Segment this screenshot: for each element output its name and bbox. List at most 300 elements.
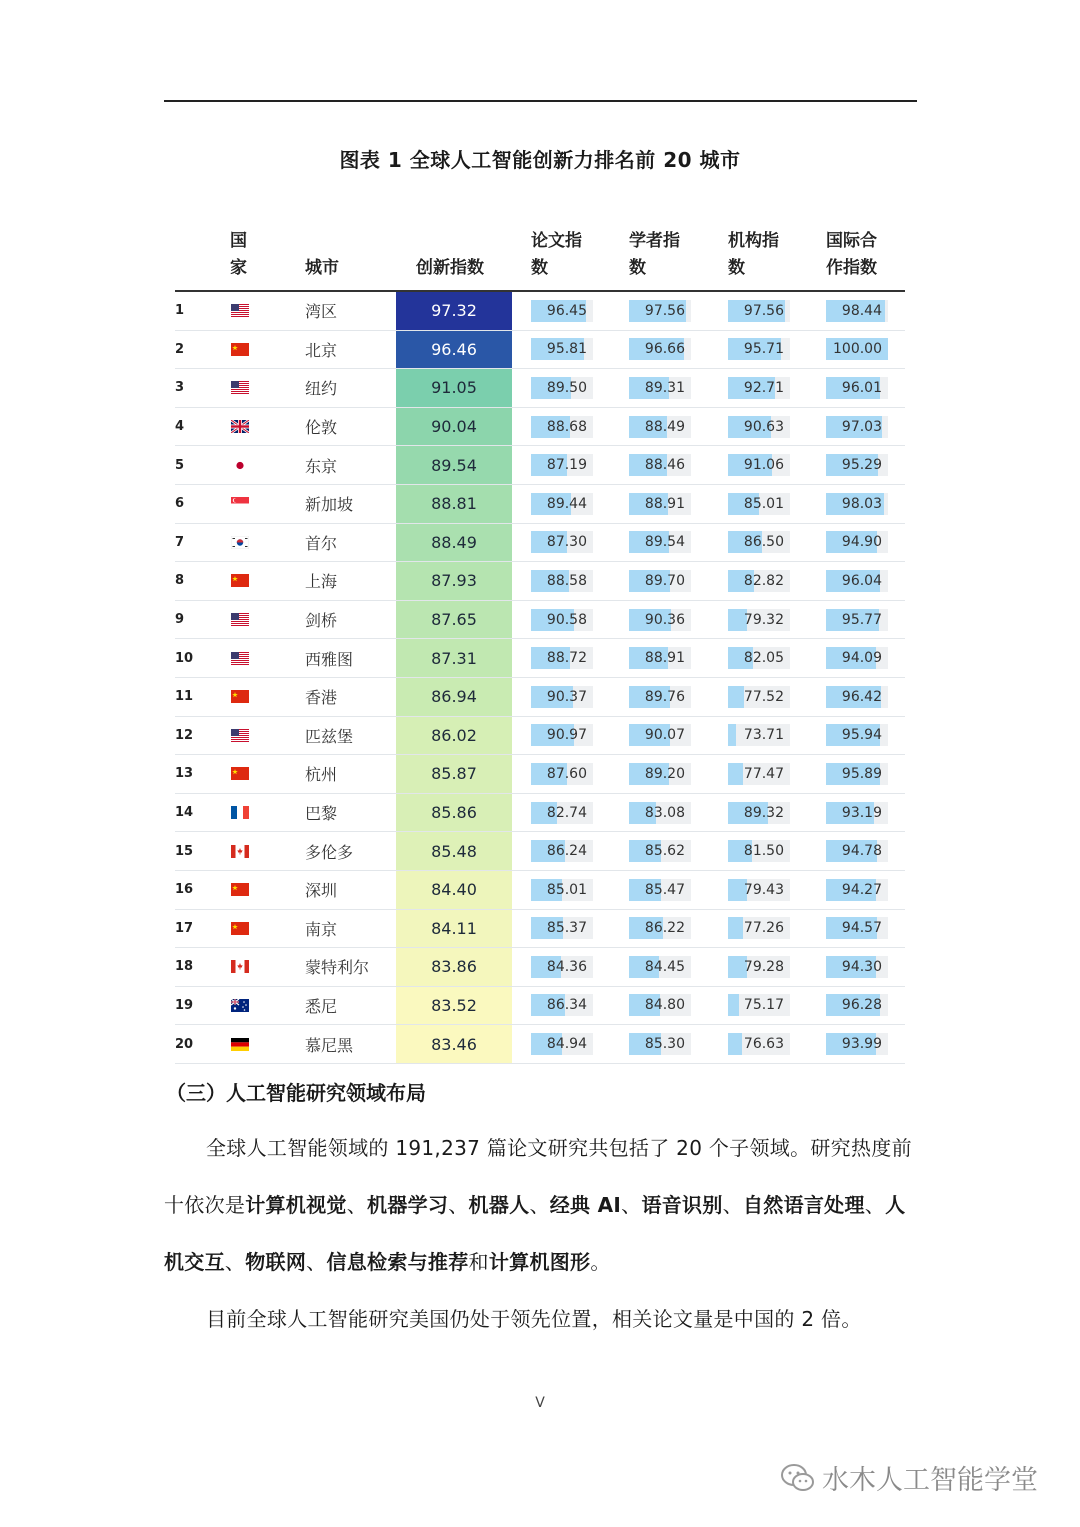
bar-value: 94.78 bbox=[841, 843, 882, 860]
bar-track bbox=[826, 454, 888, 476]
scholar-index-bar bbox=[629, 446, 691, 484]
bar-value: 92.71 bbox=[743, 379, 784, 396]
intl-index-bar bbox=[826, 408, 888, 446]
japan-flag-icon bbox=[230, 446, 250, 484]
institution-index-bar bbox=[728, 369, 790, 407]
bar-track bbox=[728, 416, 790, 438]
watermark bbox=[780, 1458, 1038, 1497]
bar-track bbox=[826, 879, 888, 901]
bar-value: 85.01 bbox=[743, 495, 784, 512]
institution-index-bar bbox=[728, 331, 790, 369]
bar-value: 87.19 bbox=[546, 457, 587, 474]
innovation-index-cell: 84.40 bbox=[396, 871, 512, 909]
us-flag-icon bbox=[230, 639, 250, 677]
city-cell: 东京 bbox=[305, 456, 338, 476]
bar-track bbox=[728, 917, 790, 939]
bar-value: 97.56 bbox=[743, 302, 784, 319]
bar-track bbox=[629, 1033, 691, 1055]
bar-track bbox=[531, 377, 593, 399]
institution-index-bar bbox=[728, 794, 790, 832]
bar-track bbox=[629, 956, 691, 978]
table-body bbox=[175, 292, 905, 1064]
intl-index-bar bbox=[826, 485, 888, 523]
header-paper: 论文指 数 bbox=[531, 231, 582, 278]
table-row bbox=[175, 524, 905, 563]
paper-index-bar bbox=[531, 408, 593, 446]
bar-value: 88.46 bbox=[644, 457, 685, 474]
bar-value: 88.68 bbox=[546, 418, 587, 435]
scholar-index-bar bbox=[629, 369, 691, 407]
rank-cell: 13 bbox=[175, 766, 194, 782]
rank-cell: 9 bbox=[175, 612, 185, 628]
korea-flag-icon bbox=[230, 524, 250, 562]
city-cell: 北京 bbox=[305, 340, 338, 360]
city-cell: 南京 bbox=[305, 919, 338, 939]
bar-track bbox=[826, 300, 888, 322]
innovation-index-cell: 88.49 bbox=[396, 524, 512, 562]
bar-value: 90.63 bbox=[743, 418, 784, 435]
bar-value: 96.45 bbox=[546, 302, 587, 319]
table-row bbox=[175, 639, 905, 678]
bar-value: 75.17 bbox=[743, 997, 784, 1014]
paragraph-text: 、 bbox=[529, 1193, 550, 1217]
paper-index-bar bbox=[531, 987, 593, 1025]
table-row bbox=[175, 948, 905, 987]
paper-index-bar bbox=[531, 292, 593, 330]
innovation-index-cell: 91.05 bbox=[396, 369, 512, 407]
institution-index-bar bbox=[728, 485, 790, 523]
ranking-table bbox=[175, 222, 905, 1064]
singapore-flag-icon bbox=[230, 485, 250, 523]
innovation-index-cell: 84.11 bbox=[396, 910, 512, 948]
bar-track bbox=[629, 300, 691, 322]
paragraph-text: 、 bbox=[448, 1193, 469, 1217]
institution-index-bar bbox=[728, 871, 790, 909]
bar-value: 95.71 bbox=[743, 341, 784, 358]
paragraph-text: 。 bbox=[590, 1250, 611, 1274]
intl-index-bar bbox=[826, 910, 888, 948]
table-row bbox=[175, 832, 905, 871]
bar-value: 94.30 bbox=[841, 958, 882, 975]
bar-value: 89.31 bbox=[644, 379, 685, 396]
bar-value: 89.50 bbox=[546, 379, 587, 396]
rank-cell: 11 bbox=[175, 689, 194, 705]
bar-track bbox=[728, 994, 790, 1016]
paper-index-bar bbox=[531, 369, 593, 407]
bar-value: 95.81 bbox=[546, 341, 587, 358]
header-institution: 机构指 数 bbox=[728, 231, 779, 278]
institution-index-bar bbox=[728, 639, 790, 677]
city-cell: 慕尼黑 bbox=[305, 1035, 354, 1055]
intl-index-bar bbox=[826, 331, 888, 369]
paper-index-bar bbox=[531, 1025, 593, 1063]
bar-track bbox=[826, 1033, 888, 1055]
intl-index-bar bbox=[826, 562, 888, 600]
paper-index-bar bbox=[531, 562, 593, 600]
watermark-text: 水木人工智能学堂 bbox=[822, 1465, 1038, 1496]
bar-value: 85.01 bbox=[546, 881, 587, 898]
rank-cell: 7 bbox=[175, 534, 185, 550]
bar-track bbox=[629, 416, 691, 438]
rank-cell: 2 bbox=[175, 341, 185, 357]
header-scholar: 学者指 数 bbox=[629, 231, 680, 278]
bar-value: 77.26 bbox=[743, 920, 784, 937]
intl-index-bar bbox=[826, 601, 888, 639]
bar-track bbox=[826, 956, 888, 978]
header-country: 国 家 bbox=[230, 231, 247, 278]
bar-track bbox=[728, 763, 790, 785]
bar-track bbox=[826, 531, 888, 553]
intl-index-bar bbox=[826, 948, 888, 986]
city-cell: 巴黎 bbox=[305, 804, 338, 824]
bar-track bbox=[629, 338, 691, 360]
paper-index-bar bbox=[531, 871, 593, 909]
table-row bbox=[175, 987, 905, 1026]
innovation-index-cell: 87.65 bbox=[396, 601, 512, 639]
bar-track bbox=[826, 686, 888, 708]
table-row bbox=[175, 369, 905, 408]
rank-cell: 12 bbox=[175, 727, 194, 743]
china-flag-icon bbox=[230, 755, 250, 793]
city-cell: 多伦多 bbox=[305, 842, 354, 862]
table-row bbox=[175, 717, 905, 756]
intl-index-bar bbox=[826, 1025, 888, 1063]
bar-value: 90.07 bbox=[644, 727, 685, 744]
bar-value: 84.36 bbox=[546, 958, 587, 975]
field-term: 机器人 bbox=[468, 1193, 530, 1217]
bar-value: 96.28 bbox=[841, 997, 882, 1014]
bar-value: 91.06 bbox=[743, 457, 784, 474]
innovation-index-cell: 96.46 bbox=[396, 331, 512, 369]
bar-track bbox=[531, 686, 593, 708]
scholar-index-bar bbox=[629, 292, 691, 330]
scholar-index-bar bbox=[629, 717, 691, 755]
innovation-index-cell: 88.81 bbox=[396, 485, 512, 523]
institution-index-bar bbox=[728, 562, 790, 600]
innovation-index-cell: 89.54 bbox=[396, 446, 512, 484]
scholar-index-bar bbox=[629, 639, 691, 677]
bar-value: 96.42 bbox=[841, 688, 882, 705]
bar-track bbox=[629, 994, 691, 1016]
bar-track bbox=[531, 609, 593, 631]
bar-track bbox=[531, 994, 593, 1016]
scholar-index-bar bbox=[629, 871, 691, 909]
china-flag-icon bbox=[230, 678, 250, 716]
field-term: 经典 AI bbox=[549, 1193, 622, 1217]
scholar-index-bar bbox=[629, 408, 691, 446]
bar-value: 90.37 bbox=[546, 688, 587, 705]
rank-cell: 3 bbox=[175, 380, 185, 396]
bar-track bbox=[629, 531, 691, 553]
scholar-index-bar bbox=[629, 948, 691, 986]
table-header bbox=[175, 222, 905, 292]
bar-track bbox=[728, 802, 790, 824]
city-cell: 首尔 bbox=[305, 533, 338, 553]
bar-value: 90.97 bbox=[546, 727, 587, 744]
uk-flag-icon bbox=[230, 408, 250, 446]
bar-value: 89.32 bbox=[743, 804, 784, 821]
city-cell: 湾区 bbox=[305, 302, 338, 322]
rank-cell: 14 bbox=[175, 805, 194, 821]
table-row bbox=[175, 562, 905, 601]
bar-track bbox=[728, 1033, 790, 1055]
bar-track bbox=[629, 647, 691, 669]
bar-value: 77.52 bbox=[743, 688, 784, 705]
institution-index-bar bbox=[728, 755, 790, 793]
bar-track bbox=[531, 802, 593, 824]
section-title: （三）人工智能研究领域布局 bbox=[166, 1081, 426, 1105]
figure-title: 图表 1 全球人工智能创新力排名前 20 城市 bbox=[339, 148, 741, 172]
china-flag-icon bbox=[230, 910, 250, 948]
table-row bbox=[175, 408, 905, 447]
bar-value: 87.60 bbox=[546, 765, 587, 782]
table-row bbox=[175, 485, 905, 524]
scholar-index-bar bbox=[629, 910, 691, 948]
bar-track bbox=[531, 647, 593, 669]
table-row bbox=[175, 755, 905, 794]
rank-cell: 17 bbox=[175, 920, 194, 936]
canada-flag-icon bbox=[230, 832, 250, 870]
bar-value: 90.58 bbox=[546, 611, 587, 628]
paragraph-text: 、 bbox=[864, 1193, 886, 1217]
field-term: 计算机视觉 bbox=[245, 1193, 347, 1217]
bar-track bbox=[826, 840, 888, 862]
bar-track bbox=[531, 300, 593, 322]
intl-index-bar bbox=[826, 794, 888, 832]
bar-value: 73.71 bbox=[743, 727, 784, 744]
field-term: 语音识别 bbox=[641, 1193, 723, 1217]
paragraph-text: 、 bbox=[306, 1250, 327, 1274]
bar-value: 87.30 bbox=[546, 534, 587, 551]
bar-value: 85.47 bbox=[644, 881, 685, 898]
bar-value: 82.82 bbox=[743, 572, 784, 589]
bar-track bbox=[629, 917, 691, 939]
table-row bbox=[175, 794, 905, 833]
china-flag-icon bbox=[230, 871, 250, 909]
bar-value: 86.34 bbox=[546, 997, 587, 1014]
rank-cell: 10 bbox=[175, 650, 194, 666]
bar-track bbox=[728, 840, 790, 862]
paragraph-text: 、 bbox=[224, 1250, 246, 1274]
field-term: 人机交互 bbox=[164, 1193, 906, 1274]
rank-cell: 4 bbox=[175, 419, 185, 435]
bar-value: 88.49 bbox=[644, 418, 685, 435]
china-flag-icon bbox=[230, 562, 250, 600]
intl-index-bar bbox=[826, 871, 888, 909]
bar-value: 89.76 bbox=[644, 688, 685, 705]
table-row bbox=[175, 871, 905, 910]
page-number: V bbox=[535, 1395, 545, 1411]
bar-track bbox=[629, 879, 691, 901]
bar-value: 98.03 bbox=[841, 495, 882, 512]
bar-track bbox=[826, 724, 888, 746]
bar-value: 76.63 bbox=[743, 1036, 784, 1053]
rank-cell: 18 bbox=[175, 959, 194, 975]
intl-index-bar bbox=[826, 678, 888, 716]
bar-track bbox=[728, 647, 790, 669]
institution-index-bar bbox=[728, 717, 790, 755]
bar-track bbox=[728, 686, 790, 708]
paper-index-bar bbox=[531, 832, 593, 870]
bar-value: 86.22 bbox=[644, 920, 685, 937]
scholar-index-bar bbox=[629, 562, 691, 600]
bar-track bbox=[826, 763, 888, 785]
bar-track bbox=[531, 956, 593, 978]
scholar-index-bar bbox=[629, 1025, 691, 1063]
bar-track bbox=[531, 917, 593, 939]
bar-value: 96.01 bbox=[841, 379, 882, 396]
bar-track bbox=[728, 493, 790, 515]
paragraph-text: 和 bbox=[468, 1250, 489, 1274]
intl-index-bar bbox=[826, 832, 888, 870]
bar-track bbox=[531, 570, 593, 592]
rank-cell: 8 bbox=[175, 573, 185, 589]
table-row bbox=[175, 910, 905, 949]
bar-track bbox=[728, 338, 790, 360]
city-cell: 悉尼 bbox=[305, 996, 338, 1016]
paragraph-text: 、 bbox=[621, 1193, 642, 1217]
table-row bbox=[175, 292, 905, 331]
bar-value: 95.89 bbox=[841, 765, 882, 782]
table-row bbox=[175, 601, 905, 640]
rank-cell: 20 bbox=[175, 1036, 194, 1052]
institution-index-bar bbox=[728, 910, 790, 948]
bar-value: 85.62 bbox=[644, 843, 685, 860]
australia-flag-icon bbox=[230, 987, 250, 1025]
innovation-index-cell: 86.94 bbox=[396, 678, 512, 716]
bar-track bbox=[629, 493, 691, 515]
bar-value: 88.58 bbox=[546, 572, 587, 589]
bar-value: 90.36 bbox=[644, 611, 685, 628]
scholar-index-bar bbox=[629, 794, 691, 832]
bar-value: 95.77 bbox=[841, 611, 882, 628]
paragraph-text: 、 bbox=[346, 1193, 368, 1217]
bar-value: 97.03 bbox=[841, 418, 882, 435]
bar-value: 95.29 bbox=[841, 457, 882, 474]
us-flag-icon bbox=[230, 717, 250, 755]
scholar-index-bar bbox=[629, 485, 691, 523]
intl-index-bar bbox=[826, 717, 888, 755]
bar-track bbox=[531, 1033, 593, 1055]
intl-index-bar bbox=[826, 639, 888, 677]
bar-value: 93.19 bbox=[841, 804, 882, 821]
header-city: 城市 bbox=[305, 258, 339, 278]
bar-value: 81.50 bbox=[743, 843, 784, 860]
paper-index-bar bbox=[531, 331, 593, 369]
bar-value: 84.94 bbox=[546, 1036, 587, 1053]
bar-track bbox=[728, 879, 790, 901]
bar-track bbox=[826, 416, 888, 438]
bar-value: 95.94 bbox=[841, 727, 882, 744]
institution-index-bar bbox=[728, 832, 790, 870]
us-flag-icon bbox=[230, 601, 250, 639]
table-row bbox=[175, 446, 905, 485]
us-flag-icon bbox=[230, 292, 250, 330]
bar-value: 85.30 bbox=[644, 1036, 685, 1053]
bar-track bbox=[531, 454, 593, 476]
us-flag-icon bbox=[230, 369, 250, 407]
innovation-index-cell: 87.31 bbox=[396, 639, 512, 677]
institution-index-bar bbox=[728, 446, 790, 484]
rank-cell: 5 bbox=[175, 457, 185, 473]
rank-cell: 1 bbox=[175, 303, 185, 319]
bar-track bbox=[629, 763, 691, 785]
bar-track bbox=[826, 802, 888, 824]
innovation-index-cell: 85.87 bbox=[396, 755, 512, 793]
rank-cell: 6 bbox=[175, 496, 185, 512]
institution-index-bar bbox=[728, 524, 790, 562]
table-row bbox=[175, 331, 905, 370]
bar-track bbox=[531, 531, 593, 553]
city-cell: 伦敦 bbox=[305, 418, 338, 438]
bar-track bbox=[629, 570, 691, 592]
bar-track bbox=[826, 377, 888, 399]
bar-value: 86.24 bbox=[546, 843, 587, 860]
city-cell: 新加坡 bbox=[305, 495, 354, 515]
bar-track bbox=[728, 570, 790, 592]
bar-track bbox=[826, 493, 888, 515]
bar-track bbox=[826, 338, 888, 360]
bar-value: 88.91 bbox=[644, 495, 685, 512]
institution-index-bar bbox=[728, 678, 790, 716]
bar-track bbox=[826, 994, 888, 1016]
bar-track bbox=[531, 493, 593, 515]
bar-track bbox=[629, 686, 691, 708]
bar-value: 83.08 bbox=[644, 804, 685, 821]
innovation-index-cell: 86.02 bbox=[396, 717, 512, 755]
paper-index-bar bbox=[531, 948, 593, 986]
paragraph-text: 全球人工智能领域的 191,237 篇论文研究共包括了 20 个子领域。研究热度前十依次是 bbox=[164, 1136, 912, 1217]
scholar-index-bar bbox=[629, 832, 691, 870]
bar-value: 82.74 bbox=[546, 804, 587, 821]
innovation-index-cell: 83.86 bbox=[396, 948, 512, 986]
china-flag-icon bbox=[230, 331, 250, 369]
bar-value: 93.99 bbox=[841, 1036, 882, 1053]
france-flag-icon bbox=[230, 794, 250, 832]
institution-index-bar bbox=[728, 408, 790, 446]
paragraph-fields bbox=[164, 1120, 917, 1291]
bar-track bbox=[826, 917, 888, 939]
bar-track bbox=[531, 763, 593, 785]
bar-value: 96.66 bbox=[644, 341, 685, 358]
paragraph-lead: 目前全球人工智能研究美国仍处于领先位置，相关论文量是中国的 2 倍。 bbox=[206, 1307, 862, 1331]
intl-index-bar bbox=[826, 987, 888, 1025]
field-term: 物联网 bbox=[245, 1250, 307, 1274]
city-cell: 上海 bbox=[305, 572, 338, 592]
bar-track bbox=[629, 454, 691, 476]
bar-value: 77.47 bbox=[743, 765, 784, 782]
bar-value: 84.80 bbox=[644, 997, 685, 1014]
institution-index-bar bbox=[728, 601, 790, 639]
institution-index-bar bbox=[728, 1025, 790, 1063]
intl-index-bar bbox=[826, 446, 888, 484]
field-term: 信息检索与推荐 bbox=[326, 1250, 469, 1274]
paper-index-bar bbox=[531, 446, 593, 484]
header-intl: 国际合 作指数 bbox=[826, 231, 877, 278]
bar-value: 89.54 bbox=[644, 534, 685, 551]
city-cell: 深圳 bbox=[305, 881, 338, 901]
table-row bbox=[175, 1025, 905, 1064]
bar-track bbox=[629, 377, 691, 399]
germany-flag-icon bbox=[230, 1025, 250, 1063]
bar-value: 94.27 bbox=[841, 881, 882, 898]
bar-value: 100.00 bbox=[833, 341, 882, 358]
bar-track bbox=[728, 454, 790, 476]
city-cell: 蒙特利尔 bbox=[305, 958, 370, 978]
city-cell: 杭州 bbox=[305, 765, 338, 785]
bar-track bbox=[629, 840, 691, 862]
bar-value: 96.04 bbox=[841, 572, 882, 589]
